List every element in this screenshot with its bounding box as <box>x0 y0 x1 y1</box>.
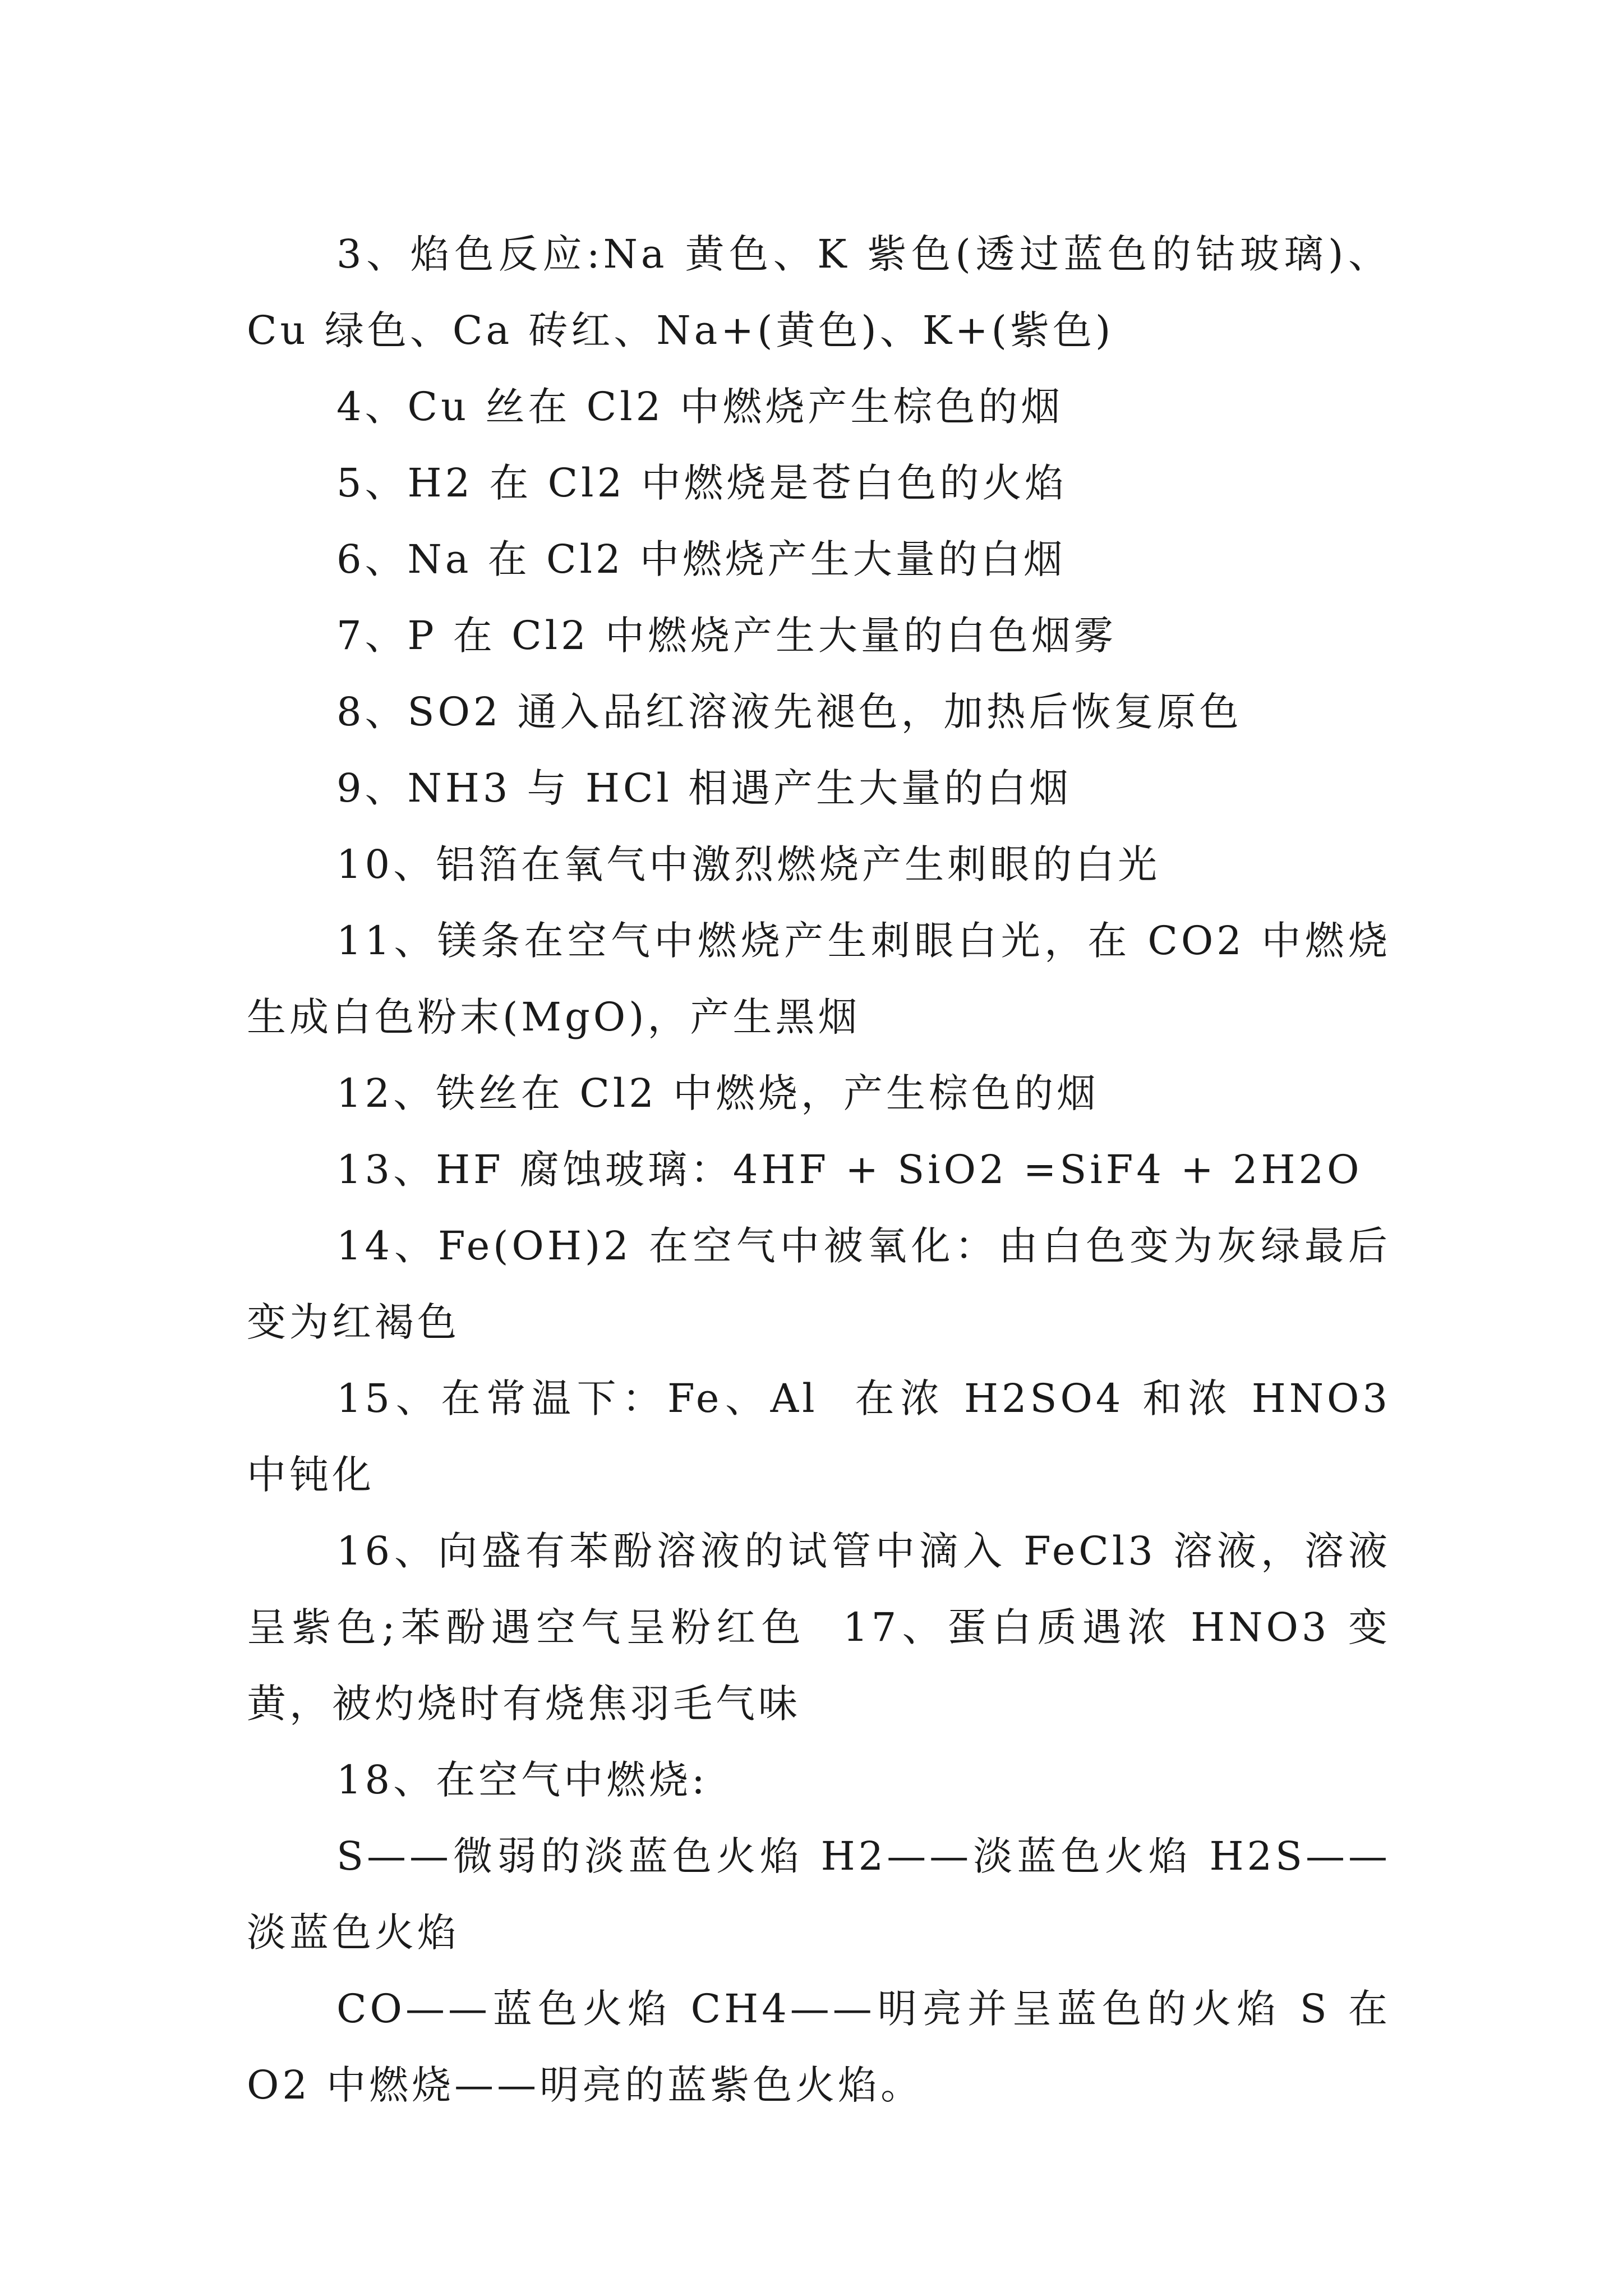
paragraph-so2-fuchsine: 8、SO2 通入品红溶液先褪色，加热后恢复原色 <box>336 689 1242 735</box>
paragraph-h2-in-cl2: 5、H2 在 Cl2 中燃烧是苍白色的火焰 <box>336 460 1068 506</box>
paragraph-phenol-protein: 16、向盛有苯酚溶液的试管中滴入 FeCl3 溶液，溶液呈紫色;苯酚遇空气呈粉红色 17、蛋白质遇浓 HNO3 变黄，被灼烧时有烧焦羽毛气味 <box>247 1528 1391 1727</box>
paragraph-flames-s-h2-h2s: S——微弱的淡蓝色火焰 H2——淡蓝色火焰 H2S——淡蓝色火焰 <box>247 1833 1391 1955</box>
paragraph-mg-burning: 11、镁条在空气中燃烧产生刺眼白光，在 CO2 中燃烧生成白色粉末(MgO)，产生黑烟 <box>247 918 1391 1040</box>
paragraph-na-in-cl2: 6、Na 在 Cl2 中燃烧产生大量的白烟 <box>336 536 1066 582</box>
paragraph-al-foil-oxygen: 10、铝箔在氧气中激烈燃烧产生刺眼的白光 <box>336 841 1161 887</box>
paragraph-hf-glass: 13、HF 腐蚀玻璃：4HF + SiO2 =SiF4 + 2H2O <box>336 1147 1363 1193</box>
paragraph-cu-in-cl2: 4、Cu 丝在 Cl2 中燃烧产生棕色的烟 <box>336 384 1064 430</box>
paragraph-passivation: 15、在常温下：Fe、Al 在浓 H2SO4 和浓 HNO3 中钝化 <box>247 1375 1407 1498</box>
paragraph-burning-in-air: 18、在空气中燃烧: <box>336 1757 708 1803</box>
paragraph-flame-color: 3、焰色反应:Na 黄色、K 紫色(透过蓝色的钴玻璃)、Cu 绿色、Ca 砖红、Na+(黄色)、K+(紫色) <box>247 231 1391 353</box>
document-body <box>247 216 1407 2123</box>
paragraph-p-in-cl2: 7、P 在 Cl2 中燃烧产生大量的白色烟雾 <box>336 613 1117 659</box>
paragraph-nh3-hcl: 9、NH3 与 HCl 相遇产生大量的白烟 <box>336 765 1072 811</box>
paragraph-feoh2-oxidation: 14、Fe(OH)2 在空气中被氧化：由白色变为灰绿最后变为红褐色 <box>247 1223 1391 1345</box>
paragraph-flames-co-ch4-s: CO——蓝色火焰 CH4——明亮并呈蓝色的火焰 S 在 O2 中燃烧——明亮的蓝紫色火焰。 <box>247 1986 1407 2108</box>
paragraph-fe-in-cl2: 12、铁丝在 Cl2 中燃烧，产生棕色的烟 <box>336 1070 1100 1116</box>
